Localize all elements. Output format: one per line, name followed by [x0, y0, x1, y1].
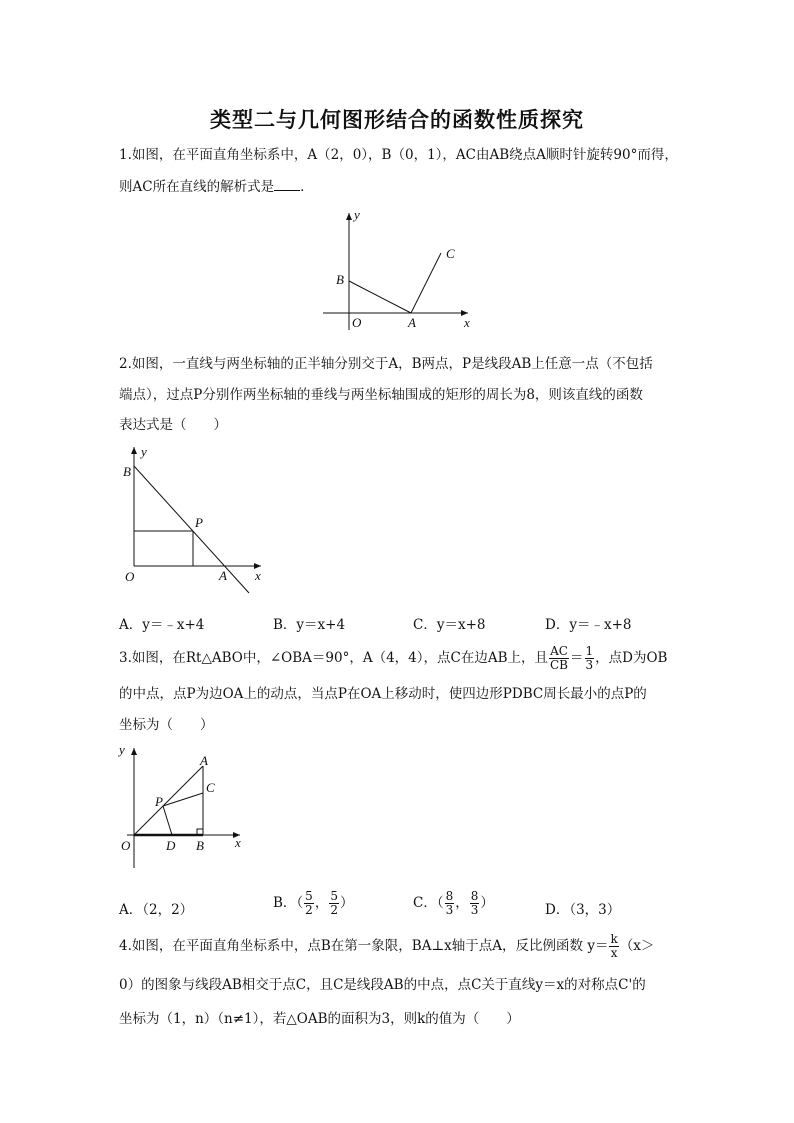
q2-text-line2: 端点），过点P分别作两坐标轴的垂线与两坐标轴围成的矩形的周长为8，则该直线的函数: [119, 387, 643, 403]
q3-option-c-den1: 3: [445, 903, 454, 917]
q3-label-p: P: [155, 794, 163, 809]
q1-period: .: [300, 179, 305, 195]
page-title: 类型二与几何图形结合的函数性质探究: [210, 107, 584, 132]
q3-option-c-sep: ，: [455, 895, 469, 911]
q3-label-b: B: [196, 838, 204, 853]
q3-label-x: x: [235, 835, 241, 850]
q3-option-c: [413, 890, 494, 917]
q3-label-o: O: [121, 838, 131, 853]
q1-label-b: B: [336, 272, 344, 287]
q2-text-line1: 2.如图，一直线与两坐标轴的正半轴分别交于A，B两点，P是线段AB上任意一点（不包括: [119, 356, 653, 372]
q1-label-y: y: [354, 207, 360, 222]
q4-stem-a: 4.如图，在平面直角坐标系中，点B在第一象限，BA⊥x轴于点A，反比例函数 y＝: [119, 938, 609, 954]
q1-label-c: C: [446, 246, 455, 261]
q1-label-a: A: [408, 315, 416, 330]
q3-option-b: [273, 890, 353, 917]
q4-text-line3: 坐标为（1，n）（n≠1），若△OAB的面积为3，则k的值为（ ）: [119, 1011, 520, 1027]
q2-option-c: C．y＝x+8: [413, 617, 486, 633]
q1-text-line2: [119, 178, 304, 196]
q3-text-line1: [119, 645, 667, 672]
q3-option-b-sep: ，: [314, 895, 329, 911]
q2-label-o: O: [125, 569, 135, 584]
q2-option-d: D．y＝﹣x+8: [545, 617, 632, 633]
q3-option-b-den2: 2: [330, 903, 338, 917]
q2-label-y: y: [141, 444, 147, 459]
q3-option-b-den1: 2: [305, 903, 313, 917]
q2-option-a: A．y＝﹣x+4: [119, 617, 205, 633]
q1-stem: 则AC所在直线的解析式是: [119, 179, 275, 195]
q2-label-a: A: [219, 568, 227, 583]
q1-text-line1: 1.如图，在平面直角坐标系中，A（2，0），B（0，1），AC由AB绕点A顺时针旋转90°而得，: [119, 147, 678, 163]
q2-label-p: P: [195, 515, 203, 530]
q3-frac-denominator: CB: [550, 658, 568, 672]
q3-option-c-prefix: C．（: [413, 895, 444, 911]
q3-text-line3: 坐标为（ ）: [119, 717, 214, 733]
q4-text-line2: 0）的图象与线段AB相交于点C，且C是线段AB的中点，点C关于直线y＝x的对称点C'的: [119, 977, 646, 993]
q3-option-b-num1: 5: [305, 889, 313, 903]
q3-option-d: D．（3，3）: [545, 902, 621, 918]
q4-text-line1: [119, 933, 654, 960]
q3-figure: [115, 740, 250, 870]
q4-frac-k: k: [610, 932, 618, 946]
q3-text-line2: 的中点，点P为边OA上的动点，当点P在OA上移动时，使四边形PDBC周长最小的点P的: [119, 686, 647, 702]
q3-label-d: D: [166, 838, 176, 853]
q3-option-c-suffix: ）: [480, 895, 494, 911]
q4-fraction-k-x: [609, 933, 618, 960]
q3-option-b-frac1: [304, 890, 314, 917]
q3-equals: ＝: [570, 650, 584, 666]
q3-option-b-num2: 5: [330, 889, 338, 903]
q3-option-a: A．（2，2）: [119, 902, 194, 918]
q3-option-b-frac2: [329, 890, 339, 917]
q2-label-x: x: [255, 568, 261, 583]
q3-frac-numerator: AC: [550, 644, 568, 658]
q3-fraction-one-third: [585, 645, 595, 672]
q3-option-c-den2: 3: [470, 903, 479, 917]
q3-frac-one: 1: [585, 644, 594, 658]
q3-option-c-frac2: [470, 890, 480, 917]
q3-stem-b: ，点D为OB: [595, 650, 668, 666]
q3-option-c-num1: 8: [445, 889, 454, 903]
q2-option-b: B．y＝x+4: [273, 617, 346, 633]
q3-stem-a: 3.如图，在Rt△ABO中，∠OBA＝90°，A（4，4），点C在边AB上，且: [119, 650, 548, 666]
q3-option-b-prefix: B．（: [273, 895, 304, 911]
q1-figure: [318, 205, 478, 335]
q3-fraction-ac-cb: [549, 645, 569, 672]
q3-option-c-num2: 8: [470, 889, 479, 903]
q3-option-c-frac1: [445, 890, 455, 917]
q2-figure: [115, 440, 275, 600]
q2-label-b: B: [123, 464, 131, 479]
q4-frac-x: x: [610, 946, 618, 960]
q3-frac-three: 3: [585, 658, 594, 672]
q3-label-c: C: [206, 780, 215, 795]
q1-label-o: O: [352, 315, 362, 330]
q2-text-line3: 表达式是（ ）: [119, 417, 227, 433]
q3-label-y: y: [119, 742, 125, 757]
answer-blank: [274, 178, 300, 191]
q4-stem-b: （x＞: [619, 938, 655, 954]
q3-label-a: A: [200, 753, 208, 768]
q1-label-x: x: [464, 315, 470, 330]
q3-option-b-suffix: ）: [339, 895, 354, 911]
